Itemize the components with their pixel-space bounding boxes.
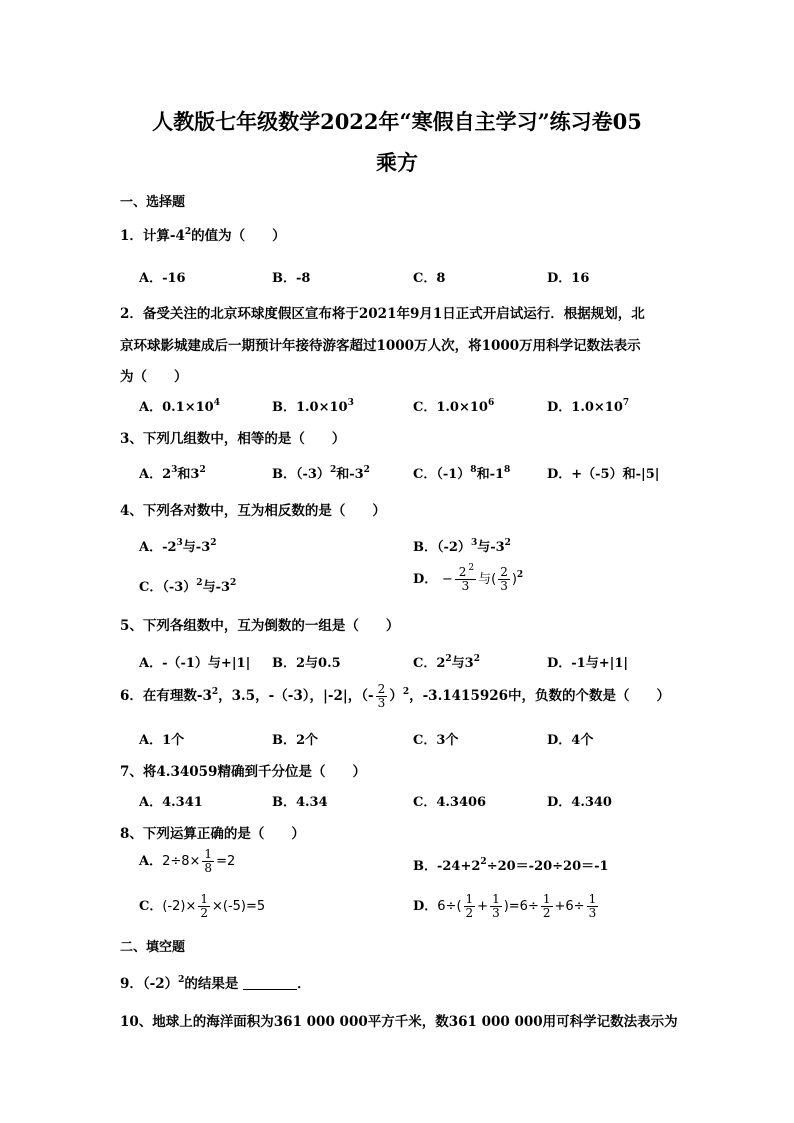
question-5-option-b: B．2与0.5: [272, 656, 341, 671]
answer-blank[interactable]: [243, 977, 297, 990]
question-6-option-c: C．3个: [413, 733, 459, 748]
question-8-option-d: D．6÷( $\frac{1}{2}$ + $\frac{1}{3}$ )=6÷ $\frac{1}{2}$ +6÷ $\frac{1}{3}$: [413, 892, 597, 920]
question-7-option-c: C．4.3406: [413, 795, 487, 810]
question-1-option-c: C．8: [413, 271, 446, 286]
question-2-stem-line3: 为（ ）: [120, 369, 188, 385]
question-2-option-a: A．$0.1\times 10^4$: [139, 398, 220, 415]
fraction: $\frac{2}{3}$: [500, 565, 508, 593]
question-2-stem-line1: 2．备受关注的北京环球度假区宣布将于2021年9月1日正式开启试运行．根据规划，北: [120, 306, 645, 322]
question-2-stem-line2: 京环球影城建成后一期预计年接待游客超过1000万人次，将1000万用科学记数法表示: [120, 338, 641, 354]
fraction: $\frac{1}{2}$: [200, 892, 208, 920]
question-1-stem: 1．计算$-4^2$的值为（ ）: [120, 227, 286, 244]
fraction: $\frac{2 ^2}{3}$: [455, 566, 476, 593]
question-5-option-d: D．-1与+|1|: [547, 656, 629, 671]
question-7-option-a: A．4.341: [139, 795, 203, 810]
question-6-option-b: B．2个: [272, 733, 319, 748]
question-6-option-a: A．1个: [139, 733, 185, 748]
question-3-option-b: B．$(-3)^2$和$-3^2$: [272, 465, 370, 482]
question-5-option-c: C．$2^2$与$3^2$: [413, 654, 480, 671]
question-4-option-a: A．$-2^3$与$-3^2$: [139, 538, 217, 555]
fraction: $\frac{1}{3}$: [588, 892, 597, 920]
question-3-option-d: D．+（-5）和-|5|: [547, 467, 660, 482]
question-2-option-d: D．$1.0\times 10^7$: [547, 398, 630, 415]
question-6-stem: 6．在有理数$-3^2$，3.5，-（-3），|-2|，（- $\frac{2}{3}$ ）$^2$，-3.1415926中，负数的个数是（ ）: [120, 682, 671, 710]
question-8-stem: 8、下列运算正确的是（ ）: [120, 826, 305, 842]
page-title: 人教版七年级数学2022年“寒假自主学习”练习卷05: [152, 109, 642, 134]
question-3-option-c: C．$(-1)^8$和$-1^8$: [413, 465, 511, 482]
question-4-option-d: D． − $\frac{2 ^2}{3}$ 与( $\frac{2}{3}$ )$^2$: [413, 563, 524, 593]
section-choice-heading: 一、选择题: [120, 195, 186, 210]
question-5-stem: 5、下列各组数中，互为倒数的一组是（ ）: [120, 618, 400, 634]
question-8-option-b: B．$-24+2^2\div 20=-20\div 20=-1$: [413, 857, 609, 874]
fraction: $\frac{1}{2}$: [465, 892, 474, 920]
question-1-option-d: D．16: [547, 271, 590, 286]
question-8-option-a: A．2÷8× $\frac{1}{8}$ =2: [139, 847, 236, 875]
question-9-stem: 9．$(-2)^2$的结果是 ．: [120, 975, 311, 992]
question-2-option-c: C．$1.0\times 10^6$: [413, 398, 495, 415]
question-1-option-b: B．-8: [272, 271, 311, 286]
question-3-option-a: A．$2^3$和$3^2$: [139, 465, 206, 482]
question-8-option-c: C．(-2)× $\frac{1}{2}$ ×(-5)=5: [139, 892, 266, 920]
question-7-option-b: B．4.34: [272, 795, 328, 810]
question-2-option-b: B．$1.0\times 10^3$: [272, 398, 354, 415]
question-7-option-d: D．4.340: [547, 795, 612, 810]
question-10-stem: 10、地球上的海洋面积为361 000 000平方千米，数361 000 000用可科学记数法表示为: [120, 1014, 678, 1030]
question-6-option-d: D．4个: [547, 733, 594, 748]
section-fill-heading: 二、填空题: [120, 940, 186, 955]
fraction: $\frac{1}{8}$: [204, 847, 213, 875]
question-5-option-a: A．-（-1）与+|1|: [139, 656, 251, 671]
question-7-stem: 7、将4.34059精确到千分位是（ ）: [120, 764, 366, 780]
question-4-stem: 4、下列各对数中，互为相反数的是（ ）: [120, 503, 386, 519]
fraction: $\frac{1}{2}$: [542, 892, 551, 920]
fraction: $\frac{2}{3}$: [377, 682, 386, 710]
question-4-option-b: B．$(-2)^3$与$-3^2$: [413, 538, 511, 555]
question-4-option-c: C．$(-3)^2$与$-3^2$: [139, 578, 237, 595]
question-3-stem: 3、下列几组数中，相等的是（ ）: [120, 431, 346, 447]
question-1-option-a: A．-16: [139, 271, 186, 286]
fraction: $\frac{1}{3}$: [492, 892, 500, 920]
page-subtitle: 乘方: [376, 150, 418, 175]
